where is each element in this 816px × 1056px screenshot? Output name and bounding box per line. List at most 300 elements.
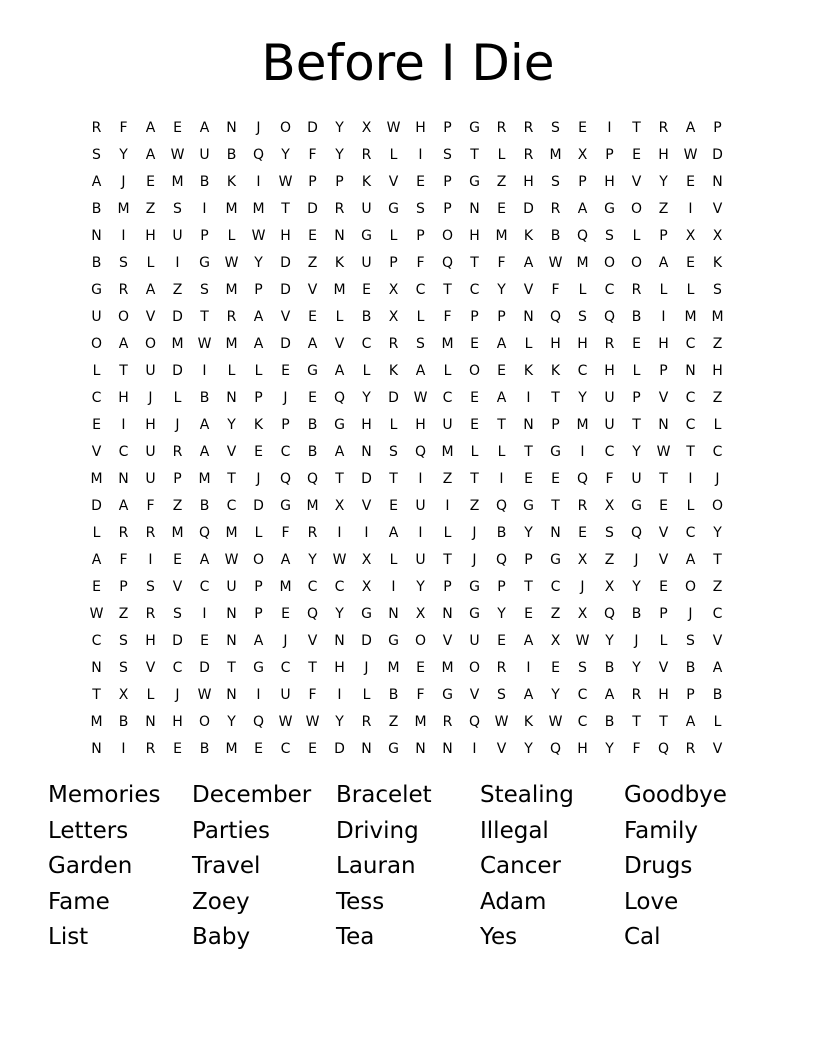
grid-letter: Y: [551, 686, 560, 703]
grid-letter: V: [388, 173, 399, 190]
grid-letter: V: [172, 578, 183, 595]
word-list-item: Drugs: [624, 853, 693, 879]
grid-letter: V: [442, 632, 453, 649]
grid-letter: O: [711, 497, 724, 514]
grid-letter: H: [145, 227, 156, 244]
grid-letter: T: [281, 200, 290, 217]
grid-letter: M: [90, 470, 103, 487]
grid-letter: L: [389, 551, 398, 568]
grid-letter: A: [199, 416, 210, 433]
grid-letter: Y: [227, 416, 236, 433]
grid-letter: B: [685, 659, 696, 676]
grid-letter: R: [118, 281, 129, 298]
grid-letter: G: [550, 551, 561, 568]
grid-letter: S: [605, 227, 614, 244]
grid-letter: F: [497, 254, 506, 271]
grid-letter: J: [283, 632, 288, 649]
grid-letter: Y: [308, 551, 317, 568]
grid-letter: X: [334, 497, 345, 514]
grid-letter: E: [416, 659, 425, 676]
grid-letter: B: [307, 443, 318, 460]
grid-letter: T: [551, 497, 560, 514]
grid-letter: L: [632, 227, 641, 244]
grid-letter: A: [199, 551, 210, 568]
grid-letter: C: [172, 659, 183, 676]
grid-letter: K: [361, 173, 372, 190]
grid-letter: N: [361, 443, 372, 460]
grid-letter: Y: [119, 146, 128, 163]
grid-letter: V: [496, 740, 507, 757]
word-list-item: Garden: [48, 853, 133, 879]
grid-letter: W: [197, 335, 212, 352]
grid-letter: M: [576, 416, 589, 433]
grid-letter: R: [577, 497, 588, 514]
grid-letter: K: [523, 713, 534, 730]
grid-letter: Q: [576, 227, 589, 244]
grid-letter: H: [658, 335, 669, 352]
grid-letter: H: [145, 416, 156, 433]
grid-letter: V: [523, 281, 534, 298]
grid-letter: T: [308, 659, 317, 676]
grid-letter: E: [281, 362, 290, 379]
grid-letter: Y: [254, 254, 263, 271]
grid-letter: F: [119, 551, 128, 568]
grid-letter: A: [523, 632, 534, 649]
grid-letter: G: [550, 443, 561, 460]
grid-letter: A: [145, 119, 156, 136]
grid-letter: L: [389, 146, 398, 163]
grid-letter: A: [253, 308, 264, 325]
grid-letter: N: [226, 686, 237, 703]
grid-letter: E: [254, 443, 263, 460]
grid-letter: R: [631, 686, 642, 703]
grid-letter: Y: [335, 713, 344, 730]
grid-letter: B: [712, 686, 723, 703]
grid-letter: L: [92, 524, 101, 541]
grid-letter: L: [335, 308, 344, 325]
grid-letter: D: [334, 740, 345, 757]
grid-letter: J: [472, 524, 477, 541]
grid-letter: E: [308, 740, 317, 757]
grid-letter: O: [252, 551, 265, 568]
grid-letter: M: [171, 335, 184, 352]
word-list-item: Love: [624, 888, 679, 915]
grid-letter: E: [173, 119, 182, 136]
grid-letter: T: [497, 416, 506, 433]
grid-letter: C: [577, 713, 588, 730]
grid-letter: Q: [630, 524, 643, 541]
grid-letter: Y: [281, 146, 290, 163]
word-list-item: Bracelet: [336, 782, 432, 808]
grid-letter: M: [171, 524, 184, 541]
grid-letter: D: [280, 254, 291, 271]
grid-letter: A: [280, 551, 291, 568]
grid-letter: A: [685, 551, 696, 568]
grid-letter: O: [198, 713, 211, 730]
grid-letter: B: [361, 308, 372, 325]
grid-letter: K: [712, 254, 723, 271]
grid-letter: M: [711, 308, 724, 325]
grid-letter: S: [686, 632, 695, 649]
grid-letter: I: [688, 470, 693, 487]
grid-letter: F: [119, 119, 128, 136]
grid-letter: D: [280, 281, 291, 298]
grid-letter: J: [121, 173, 126, 190]
grid-letter: U: [604, 389, 615, 406]
grid-letter: E: [578, 524, 587, 541]
grid-letter: O: [630, 254, 643, 271]
grid-letter: M: [441, 443, 454, 460]
grid-letter: Q: [603, 308, 616, 325]
grid-letter: C: [280, 443, 291, 460]
grid-letter: B: [199, 740, 210, 757]
grid-letter: G: [361, 605, 372, 622]
grid-letter: E: [146, 173, 155, 190]
grid-letter: M: [684, 308, 697, 325]
grid-letter: X: [550, 632, 561, 649]
grid-letter: P: [335, 173, 344, 190]
grid-letter: I: [202, 200, 207, 217]
grid-letter: P: [200, 227, 209, 244]
grid-letter: Y: [227, 713, 236, 730]
grid-letter: E: [362, 281, 371, 298]
grid-letter: N: [334, 632, 345, 649]
grid-letter: Q: [603, 605, 616, 622]
word-list-item: Tea: [336, 924, 375, 950]
grid-letter: T: [227, 659, 236, 676]
grid-letter: O: [468, 659, 481, 676]
grid-letter: T: [632, 416, 641, 433]
grid-letter: S: [497, 686, 506, 703]
grid-letter: D: [361, 632, 372, 649]
grid-letter: K: [523, 227, 534, 244]
grid-letter: Y: [605, 740, 614, 757]
grid-letter: I: [202, 605, 207, 622]
grid-letter: T: [551, 389, 560, 406]
grid-letter: T: [92, 686, 101, 703]
grid-letter: E: [551, 470, 560, 487]
grid-letter: X: [685, 227, 696, 244]
grid-letter: Q: [198, 524, 211, 541]
grid-letter: R: [604, 335, 615, 352]
grid-letter: V: [658, 659, 669, 676]
grid-letter: E: [659, 578, 668, 595]
grid-letter: E: [92, 416, 101, 433]
grid-letter: N: [685, 362, 696, 379]
grid-letter: Y: [578, 389, 587, 406]
grid-letter: Y: [713, 524, 722, 541]
grid-letter: B: [604, 659, 615, 676]
grid-letter: T: [119, 362, 128, 379]
grid-letter: E: [686, 254, 695, 271]
grid-letter: I: [526, 389, 531, 406]
grid-letter: O: [603, 254, 616, 271]
grid-letter: I: [121, 227, 126, 244]
grid-letter: W: [494, 713, 509, 730]
grid-letter: P: [443, 119, 452, 136]
grid-letter: W: [548, 713, 563, 730]
grid-letter: C: [685, 524, 696, 541]
grid-letter: E: [497, 362, 506, 379]
grid-letter: W: [305, 713, 320, 730]
grid-letter: Y: [632, 578, 641, 595]
grid-letter: H: [469, 227, 480, 244]
grid-letter: I: [256, 173, 261, 190]
grid-letter: D: [253, 497, 264, 514]
grid-letter: Q: [252, 713, 265, 730]
grid-letter: E: [281, 605, 290, 622]
grid-letter: E: [632, 335, 641, 352]
grid-letter: N: [550, 524, 561, 541]
grid-letter: S: [173, 200, 182, 217]
grid-letter: C: [550, 578, 561, 595]
grid-letter: S: [578, 659, 587, 676]
grid-letter: H: [415, 416, 426, 433]
grid-letter: I: [526, 659, 531, 676]
grid-letter: J: [148, 389, 153, 406]
grid-letter: H: [658, 146, 669, 163]
letter-grid: [83, 114, 731, 762]
grid-letter: Z: [604, 551, 615, 568]
grid-letter: Z: [172, 497, 183, 514]
grid-letter: G: [280, 497, 291, 514]
grid-letter: E: [524, 470, 533, 487]
grid-letter: E: [497, 632, 506, 649]
grid-letter: U: [172, 227, 183, 244]
grid-letter: A: [307, 335, 318, 352]
grid-letter: B: [226, 146, 237, 163]
grid-letter: M: [225, 200, 238, 217]
grid-letter: Q: [306, 470, 319, 487]
grid-letter: H: [523, 173, 534, 190]
grid-letter: L: [443, 362, 452, 379]
grid-letter: Q: [549, 308, 562, 325]
grid-letter: A: [118, 497, 129, 514]
grid-letter: R: [496, 659, 507, 676]
grid-letter: L: [362, 362, 371, 379]
grid-letter: L: [146, 254, 155, 271]
grid-letter: P: [551, 416, 560, 433]
grid-letter: V: [334, 335, 345, 352]
grid-letter: V: [658, 389, 669, 406]
grid-letter: R: [91, 119, 102, 136]
grid-letter: B: [91, 254, 102, 271]
grid-letter: W: [170, 146, 185, 163]
grid-letter: I: [337, 524, 342, 541]
grid-letter: U: [361, 200, 372, 217]
grid-letter: Z: [442, 470, 453, 487]
grid-letter: R: [361, 146, 372, 163]
grid-letter: M: [576, 254, 589, 271]
word-list-item: Cal: [624, 924, 661, 950]
grid-letter: P: [173, 470, 182, 487]
grid-letter: N: [226, 119, 237, 136]
grid-letter: Z: [658, 200, 669, 217]
grid-letter: D: [307, 119, 318, 136]
grid-letter: G: [307, 362, 318, 379]
grid-letter: Q: [495, 497, 508, 514]
grid-letter: R: [388, 335, 399, 352]
grid-letter: B: [631, 308, 642, 325]
grid-letter: A: [415, 362, 426, 379]
grid-letter: H: [658, 686, 669, 703]
grid-letter: V: [469, 686, 480, 703]
grid-letter: P: [254, 605, 263, 622]
grid-letter: J: [175, 686, 180, 703]
grid-letter: L: [416, 308, 425, 325]
grid-letter: A: [334, 362, 345, 379]
grid-letter: S: [551, 119, 560, 136]
grid-letter: Q: [441, 254, 454, 271]
grid-letter: R: [658, 119, 669, 136]
grid-letter: C: [604, 281, 615, 298]
grid-letter: Z: [145, 200, 156, 217]
grid-letter: A: [604, 686, 615, 703]
grid-letter: W: [548, 254, 563, 271]
grid-letter: C: [577, 686, 588, 703]
grid-letter: I: [148, 551, 153, 568]
grid-letter: L: [227, 362, 236, 379]
grid-letter: Q: [549, 740, 562, 757]
grid-letter: L: [389, 416, 398, 433]
grid-letter: I: [499, 470, 504, 487]
grid-letter: T: [470, 146, 479, 163]
grid-letter: W: [224, 254, 239, 271]
grid-letter: I: [121, 740, 126, 757]
grid-letter: O: [117, 308, 130, 325]
grid-letter: G: [361, 227, 372, 244]
grid-letter: G: [388, 632, 399, 649]
grid-letter: P: [119, 578, 128, 595]
grid-letter: Z: [307, 254, 318, 271]
grid-letter: X: [388, 308, 399, 325]
grid-letter: C: [685, 416, 696, 433]
grid-letter: K: [253, 416, 264, 433]
grid-letter: F: [416, 254, 425, 271]
grid-letter: P: [659, 227, 668, 244]
grid-letter: H: [550, 335, 561, 352]
grid-letter: H: [172, 713, 183, 730]
grid-letter: J: [364, 659, 369, 676]
grid-letter: C: [685, 335, 696, 352]
grid-letter: R: [361, 713, 372, 730]
grid-letter: S: [119, 254, 128, 271]
grid-letter: R: [442, 713, 453, 730]
grid-letter: G: [604, 200, 615, 217]
grid-letter: D: [172, 632, 183, 649]
grid-letter: T: [470, 254, 479, 271]
grid-letter: T: [632, 119, 641, 136]
grid-letter: R: [145, 605, 156, 622]
grid-letter: C: [226, 497, 237, 514]
grid-letter: X: [388, 281, 399, 298]
grid-letter: G: [469, 578, 480, 595]
grid-letter: P: [308, 173, 317, 190]
grid-letter: O: [144, 335, 157, 352]
grid-letter: L: [92, 362, 101, 379]
word-list-item: Zoey: [192, 888, 250, 915]
grid-letter: C: [712, 605, 723, 622]
grid-letter: E: [632, 146, 641, 163]
grid-letter: E: [470, 335, 479, 352]
grid-letter: C: [604, 443, 615, 460]
grid-letter: V: [658, 524, 669, 541]
grid-letter: E: [254, 740, 263, 757]
grid-letter: R: [145, 524, 156, 541]
grid-letter: B: [199, 173, 210, 190]
grid-letter: H: [118, 389, 129, 406]
grid-letter: O: [441, 227, 454, 244]
grid-letter: L: [686, 497, 695, 514]
grid-letter: I: [337, 686, 342, 703]
grid-letter: T: [713, 551, 722, 568]
grid-letter: M: [225, 740, 238, 757]
grid-letter: R: [226, 308, 237, 325]
grid-letter: I: [391, 578, 396, 595]
grid-letter: Z: [712, 578, 723, 595]
grid-letter: U: [145, 362, 156, 379]
grid-letter: P: [281, 416, 290, 433]
grid-letter: Z: [469, 497, 480, 514]
grid-letter: W: [575, 632, 590, 649]
grid-letter: G: [334, 416, 345, 433]
grid-letter: Z: [388, 713, 399, 730]
grid-letter: J: [283, 389, 288, 406]
grid-letter: E: [92, 578, 101, 595]
word-list-item: Memories: [48, 782, 161, 808]
grid-letter: A: [523, 686, 534, 703]
grid-letter: X: [577, 605, 588, 622]
grid-letter: Y: [632, 659, 641, 676]
grid-letter: L: [632, 362, 641, 379]
grid-letter: I: [607, 119, 612, 136]
grid-letter: Q: [306, 605, 319, 622]
grid-letter: L: [173, 389, 182, 406]
grid-letter: R: [145, 740, 156, 757]
grid-letter: N: [469, 200, 480, 217]
grid-letter: I: [175, 254, 180, 271]
grid-letter: C: [415, 281, 426, 298]
grid-letter: O: [468, 362, 481, 379]
grid-letter: F: [632, 740, 641, 757]
word-list-item: Goodbye: [624, 782, 727, 808]
grid-letter: M: [333, 281, 346, 298]
grid-letter: W: [197, 686, 212, 703]
grid-letter: N: [388, 605, 399, 622]
grid-letter: A: [145, 281, 156, 298]
grid-letter: H: [334, 659, 345, 676]
grid-letter: P: [443, 173, 452, 190]
grid-letter: P: [443, 200, 452, 217]
grid-letter: N: [91, 227, 102, 244]
grid-letter: J: [688, 605, 693, 622]
grid-letter: T: [659, 470, 668, 487]
grid-letter: X: [604, 497, 615, 514]
grid-letter: I: [364, 524, 369, 541]
grid-letter: F: [308, 686, 317, 703]
grid-letter: S: [605, 524, 614, 541]
grid-letter: D: [199, 659, 210, 676]
grid-letter: L: [713, 713, 722, 730]
grid-letter: B: [631, 605, 642, 622]
grid-letter: Q: [468, 713, 481, 730]
grid-letter: D: [388, 389, 399, 406]
grid-letter: Y: [362, 389, 371, 406]
grid-letter: S: [713, 281, 722, 298]
grid-letter: T: [632, 713, 641, 730]
grid-letter: W: [251, 227, 266, 244]
grid-letter: B: [118, 713, 129, 730]
